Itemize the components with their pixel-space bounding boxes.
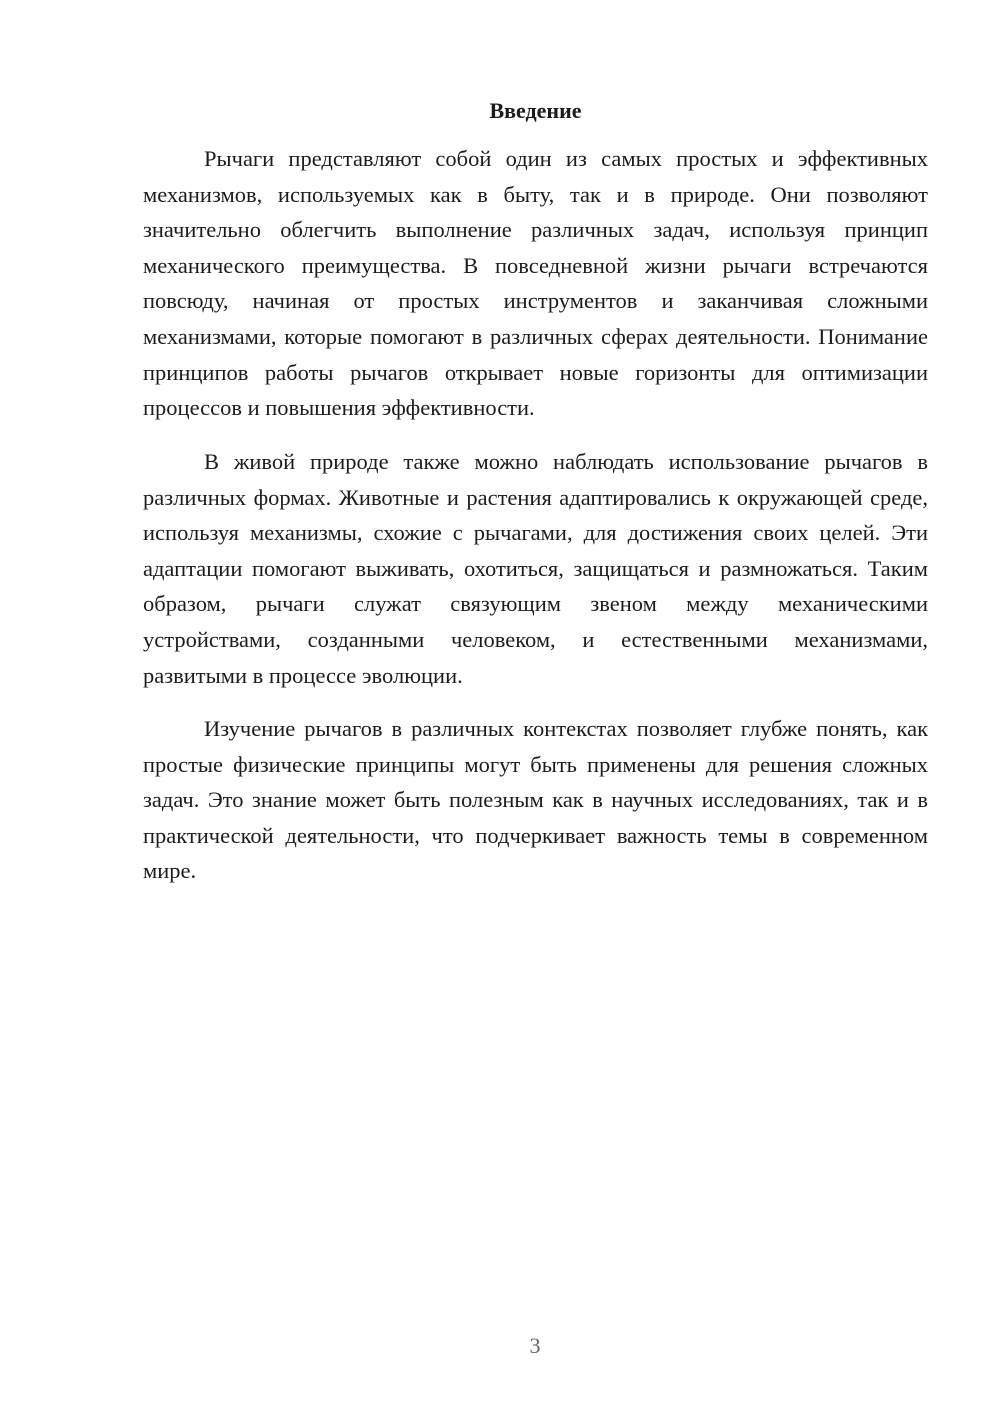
page-title: Введение xyxy=(489,98,582,123)
paragraph: Рычаги представляют собой один из самых простых и эффективных механизмов, используемых как в быту, так и в природе. Они позволяют значительно облегчить выполнение различных задач, используя принцип механического преимущества. В повседневной жизни рычаги встречаются повсюду, начиная от простых инструментов и заканчивая сложными механизмами, которые помогают в различных сферах деятельности. Понимание принципов работы рычагов открывает новые горизонты для оптимизации процессов и повышения эффективности. xyxy=(143,146,928,421)
paragraph: В живой природе также можно наблюдать использование рычагов в различных формах. Животные и растения адаптировались к окружающей среде, используя механизмы, схожие с рычагами, для достижения своих целей. Эти адаптации помогают выживать, охотиться, защищаться и размножаться. Таким образом, рычаги служат связующим звеном между механическими устройствами, созданными человеком, и естественными механизмами, развитыми в процессе эволюции. xyxy=(143,449,928,688)
paragraph: Изучение рычагов в различных контекстах позволяет глубже понять, как простые физические принципы могут быть применены для решения сложных задач. Это знание может быть полезным как в научных исследованиях, так и в практической деятельности, что подчеркивает важность темы в современном мире. xyxy=(143,716,928,884)
page-number: 3 xyxy=(529,1333,541,1358)
